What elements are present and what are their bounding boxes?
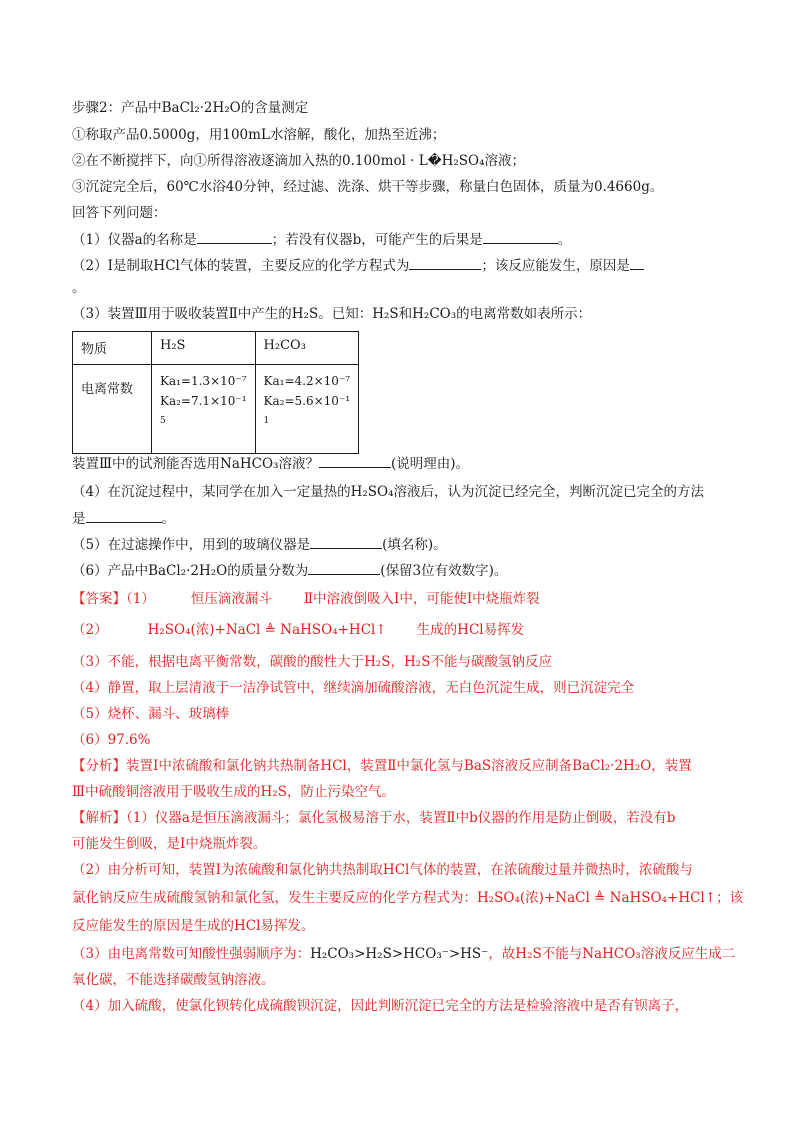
explain-3a: （3）由电离常数可知酸性强弱顺序为：H₂CO₃>H₂S>HCO₃⁻>HS⁻，故H₂S不能与NaHCO₃溶液反应生成二 (72, 946, 736, 962)
table-cell-h2s: Ka₁=1.3×10⁻⁷ Ka₂=7.1×10⁻¹ 5 (152, 365, 256, 454)
table-cell-h2co3: Ka₁=4.2×10⁻⁷ Ka₂=5.6×10⁻¹ 1 (255, 365, 359, 454)
explain-2a: （2）由分析可知，装置Ⅰ为浓硫酸和氯化钠共热制取HCl气体的装置，在浓硫酸过量并微热时，浓硫酸与 (72, 862, 693, 878)
answer-blank (409, 255, 481, 270)
question-5: （5）在过滤操作中，用到的玻璃仪器是 (填名称)。 (72, 534, 447, 555)
explain-2b: 氯化钠反应生成硫酸氢钠和氯化氢，发生主要反应的化学方程式为：H₂SO₄(浓)+NaCl ≜ NaHSO₄+HCl↑；该 (72, 890, 744, 906)
answer-label: 【答案】 (72, 591, 126, 607)
table-row-label: 电离常数 (73, 365, 152, 454)
questions-intro: 回答下列问题： (72, 205, 167, 221)
table-header-h2co3: H₂CO₃ (255, 332, 359, 365)
question-3: （3）装置Ⅲ用于吸收装置Ⅱ中产生的H₂S。已知：H₂S和H₂CO₃的电离常数如表所示： (72, 306, 592, 322)
question-4-end: 是 。 (72, 508, 175, 529)
question-6: （6）产品中BaCl₂·2H₂O的质量分数为 (保留3位有效数字)。 (72, 560, 507, 581)
question-2-end: 。 (72, 280, 86, 296)
answer-1: 【答案】（1） 恒压滴液漏斗 Ⅱ中溶液倒吸入Ⅰ中，可能使Ⅰ中烧瓶炸裂 (72, 591, 540, 607)
answer-6: （6）97.6% (72, 732, 151, 748)
answer-2: （2） H₂SO₄(浓)+NaCl ≜ NaHSO₄+HCl↑ 生成的HCl易挥发 (72, 622, 525, 638)
explain-4a: （4）加入硫酸，使氯化钡转化成硫酸钡沉淀，因此判断沉淀已完全的方法是检验溶液中是否有钡离子， (72, 998, 689, 1014)
answer-blank (310, 534, 382, 549)
analysis-line-1: 【分析】装置Ⅰ中浓硫酸和氯化钠共热制备HCl，装置Ⅱ中氯化氢与BaS溶液反应制备BaCl₂·2H₂O，装置 (72, 758, 692, 774)
question-2: （2）Ⅰ是制取HCl气体的装置，主要反应的化学方程式为 ；该反应能发生，原因是 (72, 255, 644, 276)
compound-formula: BaCl₂·2H₂O (161, 100, 241, 116)
answer-4: （4）静置，取上层清液于一洁净试管中，继续滴加硫酸溶液，无白色沉淀生成，则已沉淀完全 (72, 680, 635, 696)
step2-s3: ③沉淀完全后，60℃水浴40分钟，经过滤、洗涤、烘干等步骤，称量白色固体，质量为0.4660g。 (72, 179, 664, 195)
table-header-h2s: H₂S (152, 332, 256, 365)
answer-blank (86, 508, 162, 523)
question-4: （4）在沉淀过程中，某同学在加入一定量热的H₂SO₄溶液后，认为沉淀已经完全，判断沉淀已完全的方法 (72, 484, 705, 500)
answer-blank (308, 560, 380, 575)
answer-blank (319, 453, 391, 468)
step2-s1: ①称取产品0.5000g，用100mL水溶解，酸化，加热至近沸； (72, 127, 446, 143)
answer-3: （3）不能，根据电离平衡常数，碳酸的酸性大于H₂S，H₂S不能与碳酸氢钠反应 (72, 654, 552, 670)
answer-blank (630, 255, 644, 270)
answer-5: （5）烧杯、漏斗、玻璃棒 (72, 706, 230, 722)
table-header-substance: 物质 (73, 332, 152, 365)
explain-3b: 氧化碳，不能选择碳酸氢钠溶液。 (72, 972, 275, 988)
analysis-line-2: Ⅲ中硫酸铜溶液用于吸收生成的H₂S，防止污染空气。 (72, 784, 395, 800)
step2-s2: ②在不断搅拌下，向①所得溶液逐滴加入热的0.100mol · L�H₂SO₄溶液； (72, 153, 525, 169)
explain-2c: 反应能发生的原因是生成的HCl易挥发。 (72, 918, 315, 934)
answer-blank (483, 229, 558, 244)
question-3-follow: 装置Ⅲ中的试剂能否选用NaHCO₃溶液？ (说明理由)。 (72, 453, 469, 474)
acidity-order: H₂CO₃>H₂S>HCO₃⁻>HS⁻ (310, 946, 489, 962)
answer-blank (197, 229, 272, 244)
step2-title: 步骤2：产品中BaCl₂·2H₂O的含量测定 (72, 100, 309, 116)
ionization-constant-table (72, 331, 359, 454)
explain-1b: 可能发生倒吸，是Ⅰ中烧瓶炸裂。 (72, 836, 267, 852)
answer-2-equation: H₂SO₄(浓)+NaCl ≜ NaHSO₄+HCl↑ (147, 622, 387, 638)
question-1: （1）仪器a的名称是 ；若没有仪器b，可能产生的后果是 。 (72, 229, 571, 250)
explain-1a: 【解析】（1）仪器a是恒压滴液漏斗；氯化氢极易溶于水，装置Ⅱ中b仪器的作用是防止倒吸，若没有b (72, 810, 676, 826)
